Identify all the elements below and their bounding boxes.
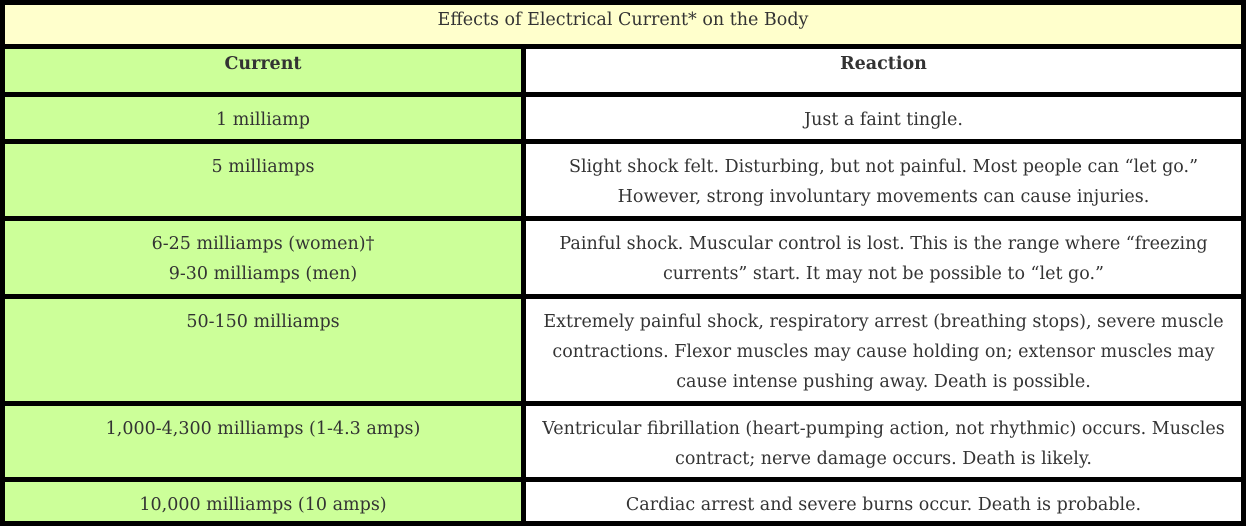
current-value: 1,000-4,300 milliamps (1-4.3 amps) [105, 418, 421, 439]
header-row [5, 49, 1241, 92]
current-cell [5, 144, 521, 215]
current-cell [5, 482, 521, 521]
current-cell [5, 406, 521, 477]
current-value: 50-150 milliamps [186, 312, 340, 332]
table-row [5, 406, 1241, 477]
reaction-cell: Ventricular fibrillation (heart-pumping action, not rhythmic) occurs. Muscles contract; nerve damage occurs. Death is likely. [526, 406, 1241, 477]
current-value: 5 milliamps [211, 157, 315, 178]
reaction-cell: Just a faint tingle. [526, 97, 1241, 140]
current-value: 10,000 milliamps (10 amps) [139, 495, 387, 516]
current-value: 1 milliamp [216, 109, 310, 130]
table-row [5, 221, 1241, 294]
table-caption: Effects of Electrical Current* on the Body [5, 5, 1241, 44]
table-row [5, 97, 1241, 140]
reaction-cell: Painful shock. Muscular control is lost. This is the range where “freezing currents” start. It may not be possible to “let go.” [526, 221, 1241, 294]
reaction-cell: Slight shock felt. Disturbing, but not painful. Most people can “let go.” However, strong involuntary movements can cause injuries. [526, 144, 1241, 215]
current-cell [5, 299, 521, 401]
current-column-header: Current [5, 49, 521, 92]
table-row [5, 144, 1241, 215]
reaction-cell: Cardiac arrest and severe burns occur. Death is probable. [526, 482, 1241, 521]
reaction-column-header: Reaction [526, 49, 1241, 92]
current-value-men: 9-30 milliamps (men) [168, 263, 358, 284]
table-row [5, 482, 1241, 521]
current-cell [5, 221, 521, 294]
reaction-cell: Extremely painful shock, respiratory arrest (breathing stops), severe muscle contractions. Flexor muscles may cause holding on; extensor muscles may cause intense pushing away. Death is possible. [526, 299, 1241, 401]
table-row [5, 299, 1241, 401]
current-value-women: 6-25 milliamps (women)† [151, 233, 375, 254]
caption-row [5, 5, 1241, 44]
current-cell [5, 97, 521, 140]
